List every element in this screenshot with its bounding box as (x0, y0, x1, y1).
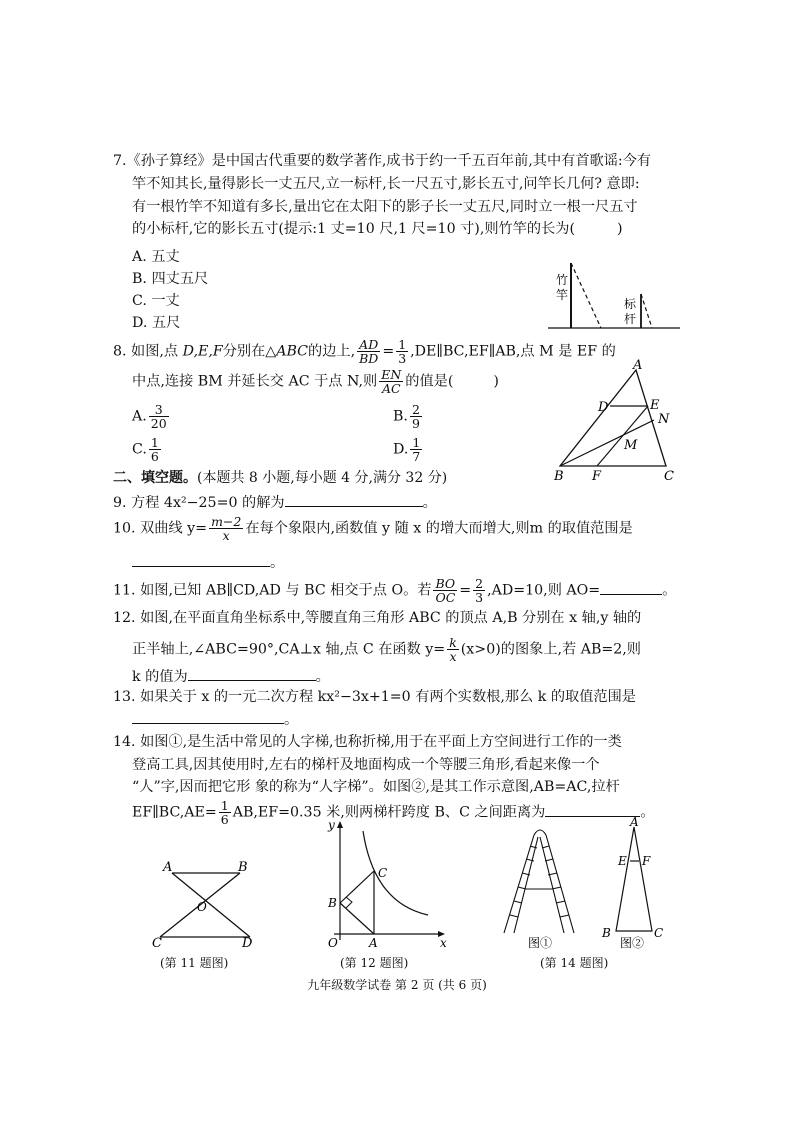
q8-opt-a-label: A. (132, 408, 147, 425)
q11-den: OC (435, 590, 456, 605)
fig12-diagram (316, 815, 456, 950)
q11-num: BO (433, 577, 457, 591)
fig11-label-a: A (163, 860, 173, 875)
fig14-sub-1: 图① (528, 936, 553, 950)
q14-num: 1 (220, 798, 229, 813)
q13-end: 。 (284, 712, 299, 728)
q10-text-a: 10. 双曲线 y= (113, 520, 208, 537)
q8-opt-b-frac (410, 403, 422, 430)
q12-frac (447, 636, 459, 663)
q12-den: x (449, 649, 457, 664)
q14-line-1: 14. 如图①,是生活中常见的人字梯,也称折梯,用于在平面上方空间进行工作的一类 (113, 734, 622, 750)
fig11-label-b: B (238, 860, 248, 875)
fig8-label-d: D (598, 400, 609, 415)
rod-label-2: 杆 (624, 312, 637, 326)
q14-line-2: 登高工具,因其使用时,左右的梯杆及地面构成一个等腰三角形,看起来像一个 (132, 757, 600, 773)
fig14-label-e: E (618, 854, 627, 868)
q10-answer-blank[interactable] (132, 552, 270, 567)
q12-text-b: (x>0)的图象上,若 AB=2,则 (460, 641, 641, 658)
q7-line-2: 竿不知其长,量得影长一丈五尺,立一标杆,长一尺五寸,影长五寸,问竿长几何? 意即: (132, 176, 640, 192)
fig11-diagram (150, 855, 268, 950)
q7-line-3: 有一根竹竿不知道有多长,量出它在太阳下的影子长一丈五尺,同时立一根一尺五寸 (132, 199, 638, 215)
q11-eq: = (459, 582, 472, 599)
q8-frac2-den: 3 (398, 351, 407, 366)
q8-opt-a-num: 3 (149, 403, 169, 417)
fig8-label-n: N (658, 412, 670, 427)
q8-option-b (393, 403, 424, 430)
q7-option-a: A. 五丈 (132, 249, 180, 265)
q8-frac-1-3 (396, 338, 408, 365)
q8-opt-b-num: 2 (411, 402, 420, 417)
q8-figure (548, 360, 688, 485)
q14-text-b: AB,EF=0.35 米,则两梯杆跨度 B、C 之间距离为 (232, 804, 546, 821)
fig14-label-f: F (642, 854, 651, 868)
q8-opt-d-label: D. (393, 441, 409, 458)
q8-frac-ad-bd (357, 338, 380, 365)
fig11-label-o: O (197, 900, 207, 914)
q14-text-a: EF∥BC,AE= (132, 804, 217, 821)
q8-line-2 (132, 368, 499, 395)
section-2-title: 二、填空题。 (113, 470, 197, 486)
q7-line-4 (132, 220, 623, 238)
q11-line (113, 577, 676, 604)
fig14-diagram (490, 815, 664, 950)
pole-label-2: 竿 (556, 288, 569, 302)
q8-mid2: 的边上, (308, 343, 356, 360)
fig8-label-a: A (633, 358, 643, 373)
q8-option-d (393, 436, 424, 463)
q11-den2: 3 (475, 590, 484, 605)
section-2-note: (本题共 8 小题,每小题 4 分,满分 32 分) (197, 470, 448, 486)
q8-opt-b-den: 9 (411, 416, 420, 431)
fig8-label-m: M (624, 438, 638, 453)
q12-line-3 (132, 666, 330, 686)
fig11-label-d: D (242, 936, 253, 951)
q14-frac (219, 799, 231, 826)
fig14-triangle-abc (616, 827, 652, 931)
fig12-label-x: x (440, 936, 447, 950)
q8-prefix: 8. 如图,点 (113, 343, 179, 360)
fig12-label-b: B (328, 896, 337, 910)
fig11-label-c: C (152, 936, 162, 951)
q7-option-c: C. 一丈 (132, 293, 180, 309)
triangle-abc (560, 370, 666, 466)
fig8-label-f: F (592, 469, 602, 484)
q8-mid1: 分别在△ (222, 343, 277, 360)
q8-line2-b: 的值是( (405, 373, 454, 390)
q8-opt-c-den: 6 (150, 449, 159, 464)
pole-shadow-ray (571, 263, 601, 328)
q7-answer-paren: ) (617, 221, 623, 237)
q9-end: 。 (422, 495, 437, 511)
q9-answer-blank[interactable] (285, 492, 423, 507)
pole-label-1: 竹 (556, 273, 569, 287)
q8-opt-a-den: 20 (150, 416, 167, 431)
q9-text: 9. 方程 4x²−25=0 的解为 (113, 495, 285, 511)
q8-opt-c-label: C. (132, 441, 147, 458)
q7-figure (540, 250, 690, 334)
q8-condition: ,DE∥BC,EF∥AB,点 M 是 EF 的 (410, 343, 616, 360)
q7-line-1: 7.《孙子算经》是中国古代重要的数学著作,成书于约一千五百年前,其中有首歌谣:今有 (113, 153, 652, 169)
rod-shadow-ray (641, 294, 652, 328)
q7-line-4-text: 的小标杆,它的影长五寸(提示:1 丈=10 尺,1 尺=10 寸),则竹竿的长为( (132, 221, 576, 237)
fig12-label-y: y (328, 818, 335, 832)
q11-text-a: 11. 如图,已知 AB∥CD,AD 与 BC 相交于点 O。若 (113, 582, 432, 599)
q8-option-c (132, 436, 163, 463)
q8-opt-c-frac (149, 436, 161, 463)
fig12-caption: (第 12 题图) (340, 956, 409, 970)
q8-line2-a: 中点,连接 BM 并延长交 AC 于点 N,则 (132, 373, 378, 390)
q12-end: 。 (315, 669, 330, 685)
q12-answer-blank[interactable] (188, 666, 316, 681)
q8-eq: = (382, 343, 395, 360)
q14-end: 。 (640, 804, 655, 821)
fig12-label-o: O (328, 936, 338, 950)
q8-points: D,E,F (182, 343, 223, 360)
q11-frac-2-3 (473, 577, 485, 604)
q8-opt-d-num: 1 (412, 435, 421, 450)
q10-den: x (222, 528, 230, 543)
q8-answer-paren: ) (493, 373, 499, 390)
fig14-caption: (第 14 题图) (540, 956, 609, 970)
q8-option-a (132, 403, 171, 430)
q8-frac3-den: AC (381, 381, 401, 396)
q13-answer-blank[interactable] (132, 709, 284, 724)
page-footer: 九年级数学试卷 第 2 页 (共 6 页) (307, 978, 487, 992)
q11-frac-bo-oc (433, 577, 457, 604)
q8-opt-d-den: 7 (412, 449, 421, 464)
q12-text-a: 正半轴上,∠ABC=90°,CA⊥x 轴,点 C 在函数 y= (132, 641, 446, 658)
fig14-label-b: B (602, 926, 611, 940)
fig12-segment-bc (340, 871, 374, 903)
segment-bn (560, 420, 654, 466)
q8-opt-c-num: 1 (150, 435, 159, 450)
section-2-heading (113, 469, 447, 487)
fig12-y-arrow (337, 821, 343, 828)
q11-end: 。 (662, 582, 677, 599)
q8-triangle: ABC (276, 343, 309, 360)
q12-line-1: 12. 如图,在平面直角坐标系中,等腰直角三角形 ABC 的顶点 A,B 分别在 x 轴,y 轴的 (113, 610, 642, 626)
q8-opt-a-frac (149, 403, 169, 430)
rod-label-1: 标 (624, 297, 637, 311)
q7-option-b: B. 四丈五尺 (132, 271, 209, 287)
q7-option-d: D. 五尺 (132, 315, 181, 331)
fig8-label-e: E (650, 398, 660, 413)
fig8-label-b: B (554, 469, 564, 484)
q13-line-1: 13. 如果关于 x 的一元二次方程 kx²−3x+1=0 有两个实数根,那么 k 的取值范围是 (113, 689, 636, 705)
q10-line-2 (132, 552, 284, 572)
q8-opt-d-frac (410, 436, 422, 463)
q12-line-2 (132, 636, 641, 663)
q8-frac3-num: EN (381, 367, 402, 382)
fig14-label-c: C (654, 926, 664, 940)
q11-text-b: ,AD=10,则 AO= (487, 582, 601, 599)
q8-opt-b-label: B. (393, 408, 408, 425)
fig12-right-angle-mark (346, 897, 352, 908)
fig12-segment-ab (340, 903, 374, 934)
q8-line-1 (113, 338, 616, 365)
fig12-label-c: C (378, 866, 388, 880)
q11-answer-blank[interactable] (600, 580, 662, 595)
fig11-caption: (第 11 题图) (160, 956, 229, 970)
fig8-label-c: C (664, 469, 674, 484)
fig14-ladder-illustration (504, 830, 574, 933)
q10-frac (209, 515, 243, 542)
q9-line (113, 492, 437, 512)
fig12-label-a: A (369, 936, 378, 950)
q10-end: 。 (270, 555, 285, 571)
q12-num: k (449, 635, 457, 650)
q8-frac1-num: AD (357, 338, 380, 352)
q8-frac2-num: 1 (398, 337, 407, 352)
fig11-segment-ad (172, 873, 250, 937)
fig14-sub-2: 图② (620, 936, 645, 950)
q8-frac1-den: BD (359, 351, 379, 366)
q10-num: m−2 (211, 514, 242, 529)
q12-text-c: k 的值为 (132, 669, 188, 685)
q11-num2: 2 (475, 576, 484, 591)
q14-line-3: “人”字,因而把它形 象的称为“人字梯”。如图②,是其工作示意图,AB=AC,拉杆 (132, 779, 620, 795)
q8-frac-en-ac (379, 368, 403, 395)
q13-line-2 (132, 709, 298, 729)
fig14-label-a: A (630, 815, 639, 829)
q14-den: 6 (220, 812, 229, 827)
q10-line-1 (113, 515, 633, 542)
q10-text-b: 在每个象限内,函数值 y 随 x 的增大而增大,则m 的取值范围是 (245, 520, 633, 537)
